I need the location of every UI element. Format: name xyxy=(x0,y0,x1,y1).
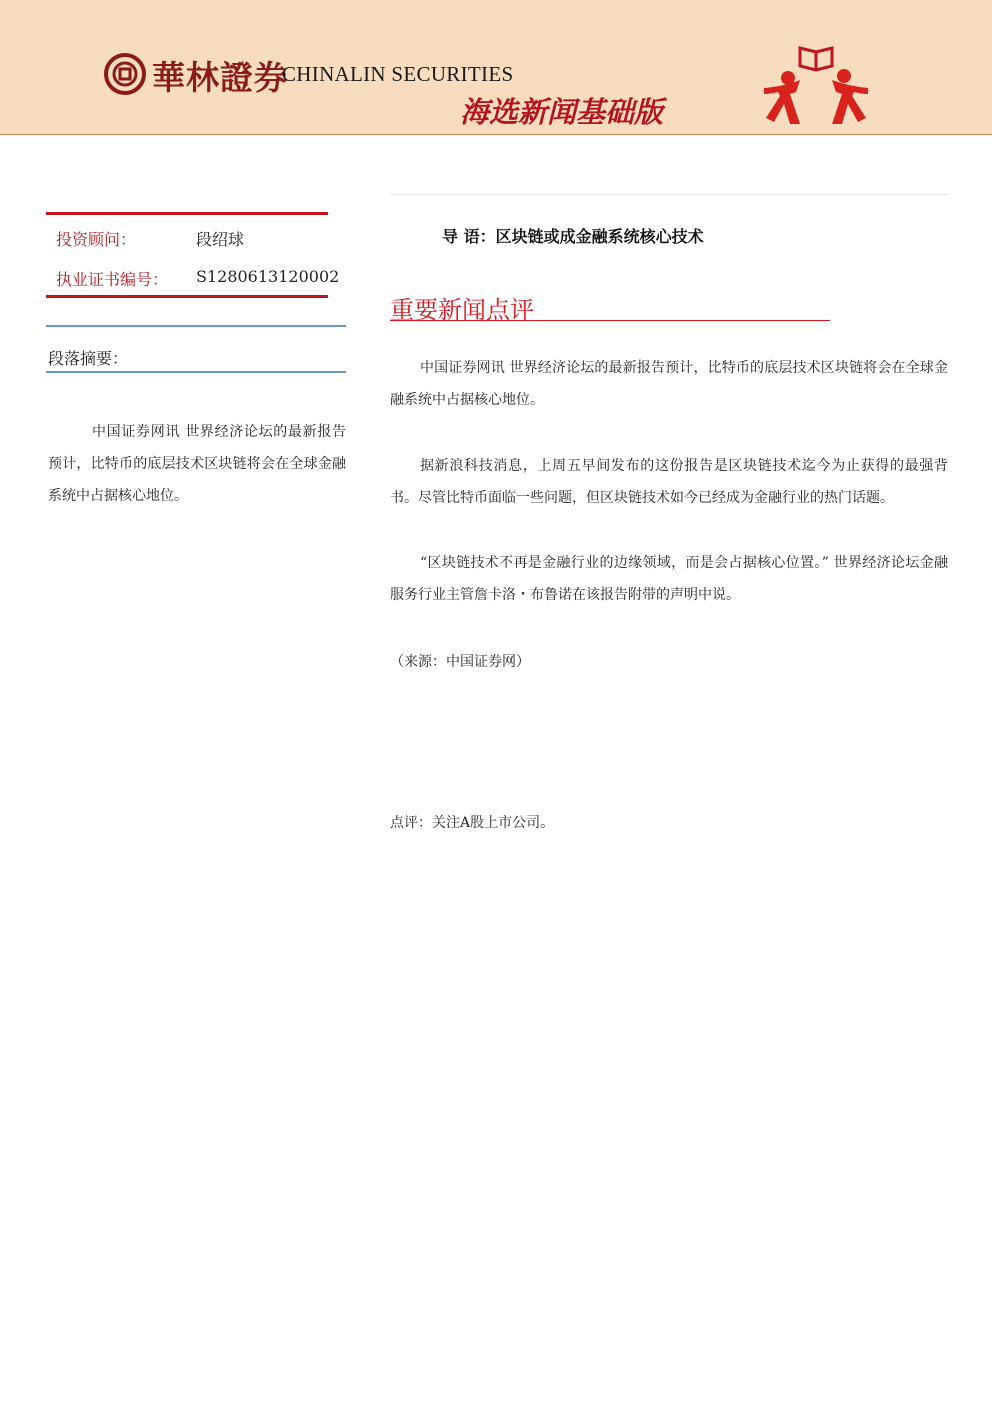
top-divider xyxy=(390,194,948,195)
section-heading xyxy=(390,290,830,324)
news-source: （来源：中国证券网） xyxy=(390,654,530,670)
section-heading-text: 重要新闻点评 xyxy=(390,296,534,324)
advisor-row xyxy=(46,215,328,255)
divider xyxy=(46,295,328,298)
reading-children-icon xyxy=(760,44,872,128)
advisor-name: 段绍球 xyxy=(196,230,245,249)
news-paragraph: “区块链技术不再是金融行业的边缘领域，而是会占据核心位置。” 世界经济论坛金融服务行业主管詹卡洛・布鲁诺在该报告附带的声明中说。 xyxy=(390,555,948,603)
edition-title: 海选新闻基础版 xyxy=(460,95,664,129)
chinalin-logo-icon xyxy=(104,53,146,95)
abstract-text: 中国证券网讯 世界经济论坛的最新报告预计，比特币的底层技术区块链将会在全球金融系统中占据核心地位。 xyxy=(48,424,346,504)
advisor-label: 投资顾问： xyxy=(56,230,137,249)
divider xyxy=(46,325,346,327)
abstract-title: 段落摘要： xyxy=(48,349,129,368)
lead-headline: 导 语：区块链或成金融系统核心技术 xyxy=(442,227,704,246)
advisor-info-box xyxy=(46,212,340,298)
news-paragraph: 中国证券网讯 世界经济论坛的最新报告预计，比特币的底层技术区块链将会在全球金融系统中占据核心地位。 xyxy=(390,360,948,408)
license-row xyxy=(46,255,340,295)
divider xyxy=(46,371,346,373)
analyst-comment: 点评：关注A股上市公司。 xyxy=(390,815,555,831)
report-header xyxy=(0,0,992,135)
logo-chinese-name: 華林證券 xyxy=(152,58,288,97)
license-number: S1280613120002 xyxy=(196,267,340,286)
logo-english-name: CHINALIN SECURITIES xyxy=(282,62,514,86)
license-label: 执业证书编号： xyxy=(56,270,169,289)
news-paragraph: 据新浪科技消息，上周五早间发布的这份报告是区块链技术迄今为止获得的最强背书。尽管比特币面临一些问题，但区块链技术如今已经成为金融行业的热门话题。 xyxy=(390,458,948,506)
